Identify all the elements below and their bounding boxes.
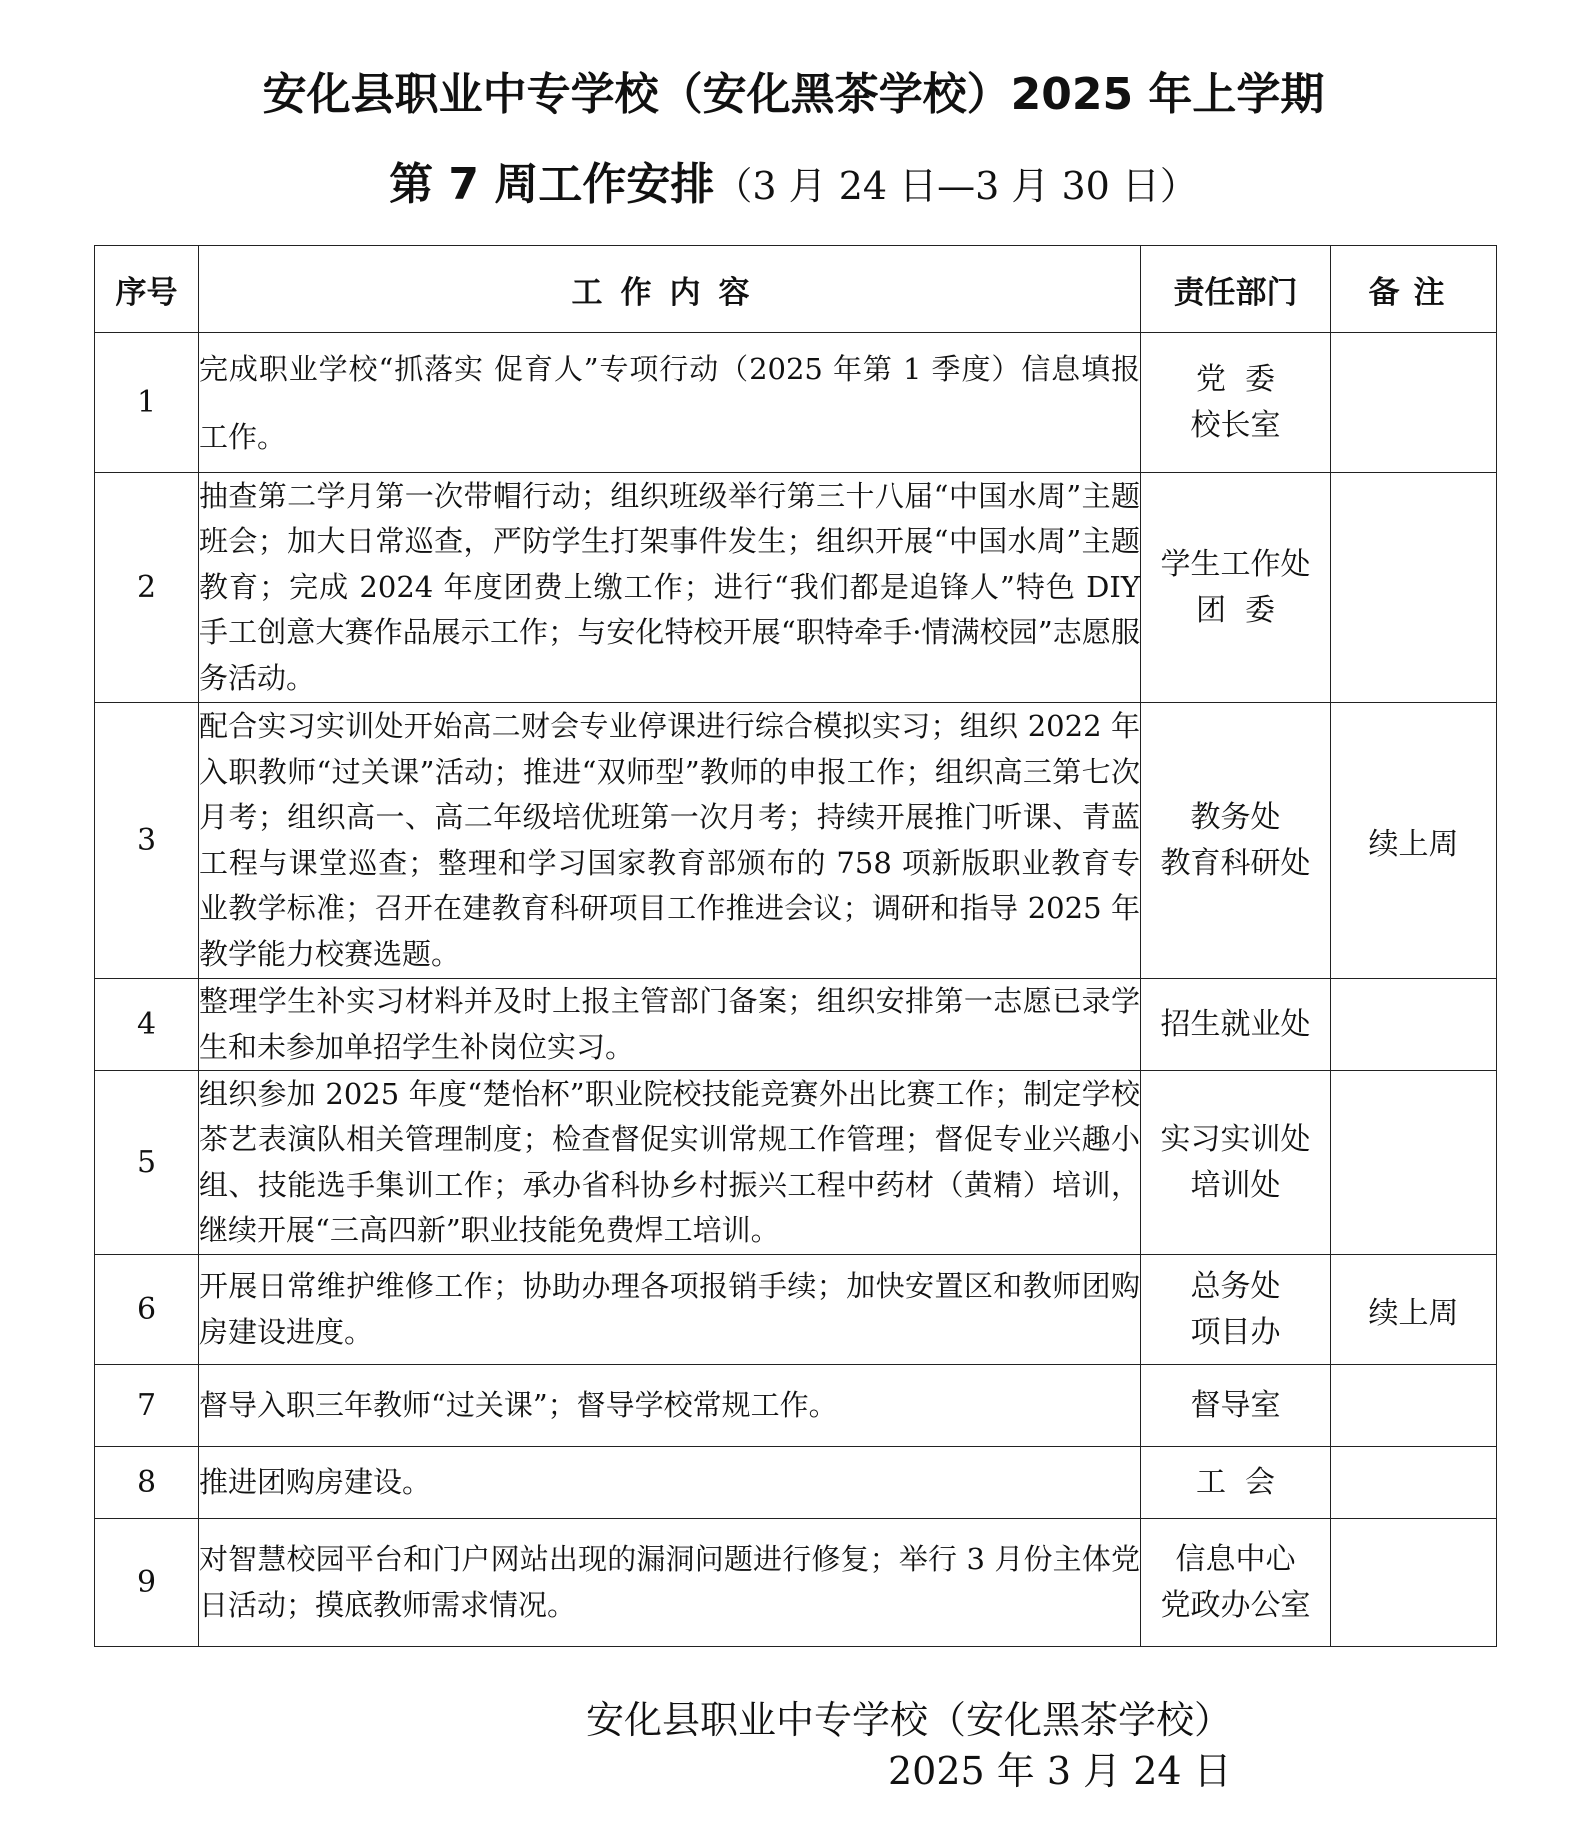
row-content: 开展日常维护维修工作；协助办理各项报销手续；加快安置区和教师团购房建设进度。 (199, 1255, 1141, 1365)
dept-line: 教务处 (1190, 799, 1281, 835)
dept-line: 团 委 (1195, 592, 1276, 628)
table-row (95, 1447, 1497, 1519)
document-title: 安化县职业中专学校（安化黑茶学校）2025 年上学期 (262, 69, 1325, 120)
row-content: 抽查第二学月第一次带帽行动；组织班级举行第三十八届“中国水周”主题班会；加大日常巡查，严防学生打架事件发生；组织开展“中国水周”主题教育；完成 2024 年度团费上缴工作；进行“我们都是追锋人”特色 DIY 手工创意大赛作品展示工作；与安化特校开展“职特牵手·情满校园”志愿服务活动。 (199, 473, 1141, 703)
row-dept (1141, 1255, 1331, 1365)
week-label: 第 7 周工作安排 (389, 159, 715, 210)
dept-line: 工 会 (1195, 1464, 1276, 1500)
dept-line: 信息中心 (1175, 1541, 1296, 1577)
row-remark (1331, 1365, 1497, 1447)
table-row (95, 979, 1497, 1071)
dept-line: 项目办 (1190, 1314, 1281, 1350)
document-subtitle (0, 148, 1587, 212)
dept-line: 招生就业处 (1160, 1006, 1311, 1042)
dept-line: 党政办公室 (1160, 1587, 1311, 1623)
row-no: 8 (95, 1447, 199, 1519)
footer-date: 2025 年 3 月 24 日 (888, 1749, 1232, 1793)
table-row (95, 1519, 1497, 1647)
table-row (95, 703, 1497, 979)
table-header-row (95, 246, 1497, 333)
row-no: 2 (95, 473, 199, 703)
table-row (95, 333, 1497, 473)
header-dept: 责任部门 (1141, 246, 1331, 333)
row-dept (1141, 1071, 1331, 1255)
table-row (95, 1071, 1497, 1255)
row-content: 推进团购房建设。 (199, 1447, 1141, 1519)
dept-line: 教育科研处 (1160, 845, 1311, 881)
footer-organization: 安化县职业中专学校（安化黑茶学校） (586, 1698, 1233, 1742)
row-no: 3 (95, 703, 199, 979)
work-schedule-table (94, 245, 1497, 1647)
row-content: 组织参加 2025 年度“楚怡杯”职业院校技能竞赛外出比赛工作；制定学校茶艺表演队相关管理制度；检查督促实训常规工作管理；督促专业兴趣小组、技能选手集训工作；承办省科协乡村振兴工程中药材（黄精）培训，继续开展“三高四新”职业技能免费焊工培训。 (199, 1071, 1141, 1255)
row-remark (1331, 1519, 1497, 1647)
date-range: （3 月 24 日—3 月 30 日） (714, 164, 1198, 208)
row-no: 5 (95, 1071, 199, 1255)
dept-line: 实习实训处 (1160, 1121, 1311, 1157)
row-dept (1141, 1365, 1331, 1447)
row-remark (1331, 473, 1497, 703)
row-dept (1141, 979, 1331, 1071)
header-no: 序号 (95, 246, 199, 333)
row-content: 配合实习实训处开始高二财会专业停课进行综合模拟实习；组织 2022 年入职教师“过关课”活动；推进“双师型”教师的申报工作；组织高三第七次月考；组织高一、高二年级培优班第一次月考；持续开展推门听课、青蓝工程与课堂巡查；整理和学习国家教育部颁布的 758 项新版职业教育专业教学标准；召开在建教育科研项目工作推进会议；调研和指导 2025 年教学能力校赛选题。 (199, 703, 1141, 979)
row-no: 6 (95, 1255, 199, 1365)
row-no: 1 (95, 333, 199, 473)
dept-line: 总务处 (1190, 1268, 1281, 1304)
row-no: 4 (95, 979, 199, 1071)
dept-line: 培训处 (1190, 1167, 1281, 1203)
row-dept (1141, 333, 1331, 473)
row-remark: 续上周 (1331, 703, 1497, 979)
row-dept (1141, 1519, 1331, 1647)
row-remark (1331, 979, 1497, 1071)
row-remark (1331, 1071, 1497, 1255)
header-content: 工作内容 (199, 246, 1141, 333)
row-dept (1141, 703, 1331, 979)
dept-line: 校长室 (1190, 407, 1281, 443)
row-content: 对智慧校园平台和门户网站出现的漏洞问题进行修复；举行 3 月份主体党日活动；摸底教师需求情况。 (199, 1519, 1141, 1647)
row-content: 完成职业学校“抓落实 促育人”专项行动（2025 年第 1 季度）信息填报工作。 (199, 333, 1141, 473)
row-remark: 续上周 (1331, 1255, 1497, 1365)
table-row (95, 1365, 1497, 1447)
table-row (95, 1255, 1497, 1365)
row-content: 督导入职三年教师“过关课”；督导学校常规工作。 (199, 1365, 1141, 1447)
dept-line: 学生工作处 (1160, 546, 1311, 582)
table-row (95, 473, 1497, 703)
row-remark (1331, 333, 1497, 473)
row-dept (1141, 1447, 1331, 1519)
dept-line: 督导室 (1190, 1387, 1281, 1423)
row-remark (1331, 1447, 1497, 1519)
row-content: 整理学生补实习材料并及时上报主管部门备案；组织安排第一志愿已录学生和未参加单招学生补岗位实习。 (199, 979, 1141, 1071)
row-dept (1141, 473, 1331, 703)
row-no: 7 (95, 1365, 199, 1447)
dept-line: 党 委 (1195, 361, 1276, 397)
row-no: 9 (95, 1519, 199, 1647)
header-remark: 备注 (1331, 246, 1497, 333)
